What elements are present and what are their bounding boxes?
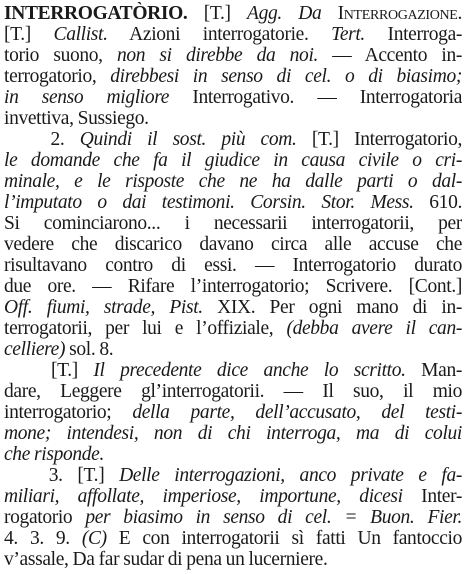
text-segment: direbbesi in senso di cel. o di biasimo; [110,66,462,87]
headword: INTERROGATÒRIO. [4,3,188,24]
text-segment: non si direbbe da noi. [116,45,319,66]
text-segment: sol. 8. [65,339,114,360]
text-segment: Interrogativo. — Interrogatoria [169,87,462,108]
text-segment: celliere) [4,339,66,360]
text-segment: Interrogazione. [337,3,462,24]
text-segment: Callist. [53,24,108,45]
text-segment: Interroga- [364,24,462,45]
text-segment: le domande che fa il giudice in causa civile o cri- [4,150,462,171]
text-segment: (debba avere il can- [286,318,462,339]
text-segment: [T.] [4,24,54,45]
text-segment: [T.] [187,3,248,24]
text-segment: [T.] Interrogatorio, [296,129,462,150]
text-segment: Man- [405,360,462,381]
text-segment: risultavano contro di essi. — Interrogatorio durato [4,255,462,276]
text-segment: torio suono, [4,45,117,66]
text-segment: rogatorio [4,507,86,528]
text-segment: 610. [413,192,462,213]
text-segment: per biasimo in senso di cel. = Buon. Fier. [85,507,462,528]
text-segment: Tert. [331,24,365,45]
text-segment: Quindi il sost. più com. [79,129,297,150]
text-segment: in senso migliore [4,87,170,108]
text-segment: interrogatorio; [4,402,133,423]
text-segment: l’imputato o dai testimoni. Corsin. Stor. Mess. [4,192,414,213]
text-segment: della parte, dell’accusato, del testi- [132,402,462,423]
text-segment: — Accento in- [318,45,462,66]
text-segment: [T.] [4,360,94,381]
text-segment: Off. fiumi, strade, Pist. [4,297,203,318]
text-line [4,548,462,572]
text-segment: E con interrogatorii sì fatti Un fantoccio [106,528,462,549]
section-number: 3. [T.] [4,465,120,486]
text-segment: v’assale, Da far sudar di pena un lucerniere. [4,549,328,570]
text-segment: Agg. Da [247,3,338,24]
text-segment: XIX. Per ogni mano di in- [202,297,462,318]
text-segment: Il precedente dice anche lo scritto. [93,360,406,381]
text-segment: invettiva, Sussiego. [4,108,149,129]
text-segment: Delle interrogazioni, anco private e fa- [119,465,462,486]
text-segment: vedere che discarico davano circa alle accuse che [4,234,462,255]
text-segment: due ore. — Rifare l’interrogatorio; Scrivere. [Cont.] [4,276,462,297]
text-segment: minale, e le risposte che ne ha dalle parti o dal- [4,171,462,192]
text-segment: (C) [81,528,107,549]
text-segment: 4. 3. 9. [4,528,82,549]
text-segment: terrogatorii, per lui e l’offiziale, [4,318,287,339]
text-segment: mone; intendesi, non di chi interroga, ma di colui [4,423,462,444]
text-segment: Inter- [402,486,462,507]
text-segment: dare, Leggere gl’interrogatorii. — Il suo, il mio [4,381,462,402]
text-segment: che risponde. [4,444,105,465]
section-number: 2. [4,129,80,150]
text-segment: terrogatorio, [4,66,111,87]
text-segment: Si cominciarono... i necessarii interrogatorii, per [4,213,462,234]
text-segment: miliari, affollate, imperiose, importune, dicesi [4,486,403,507]
text-segment: Azioni interrogatorie. [107,24,332,45]
